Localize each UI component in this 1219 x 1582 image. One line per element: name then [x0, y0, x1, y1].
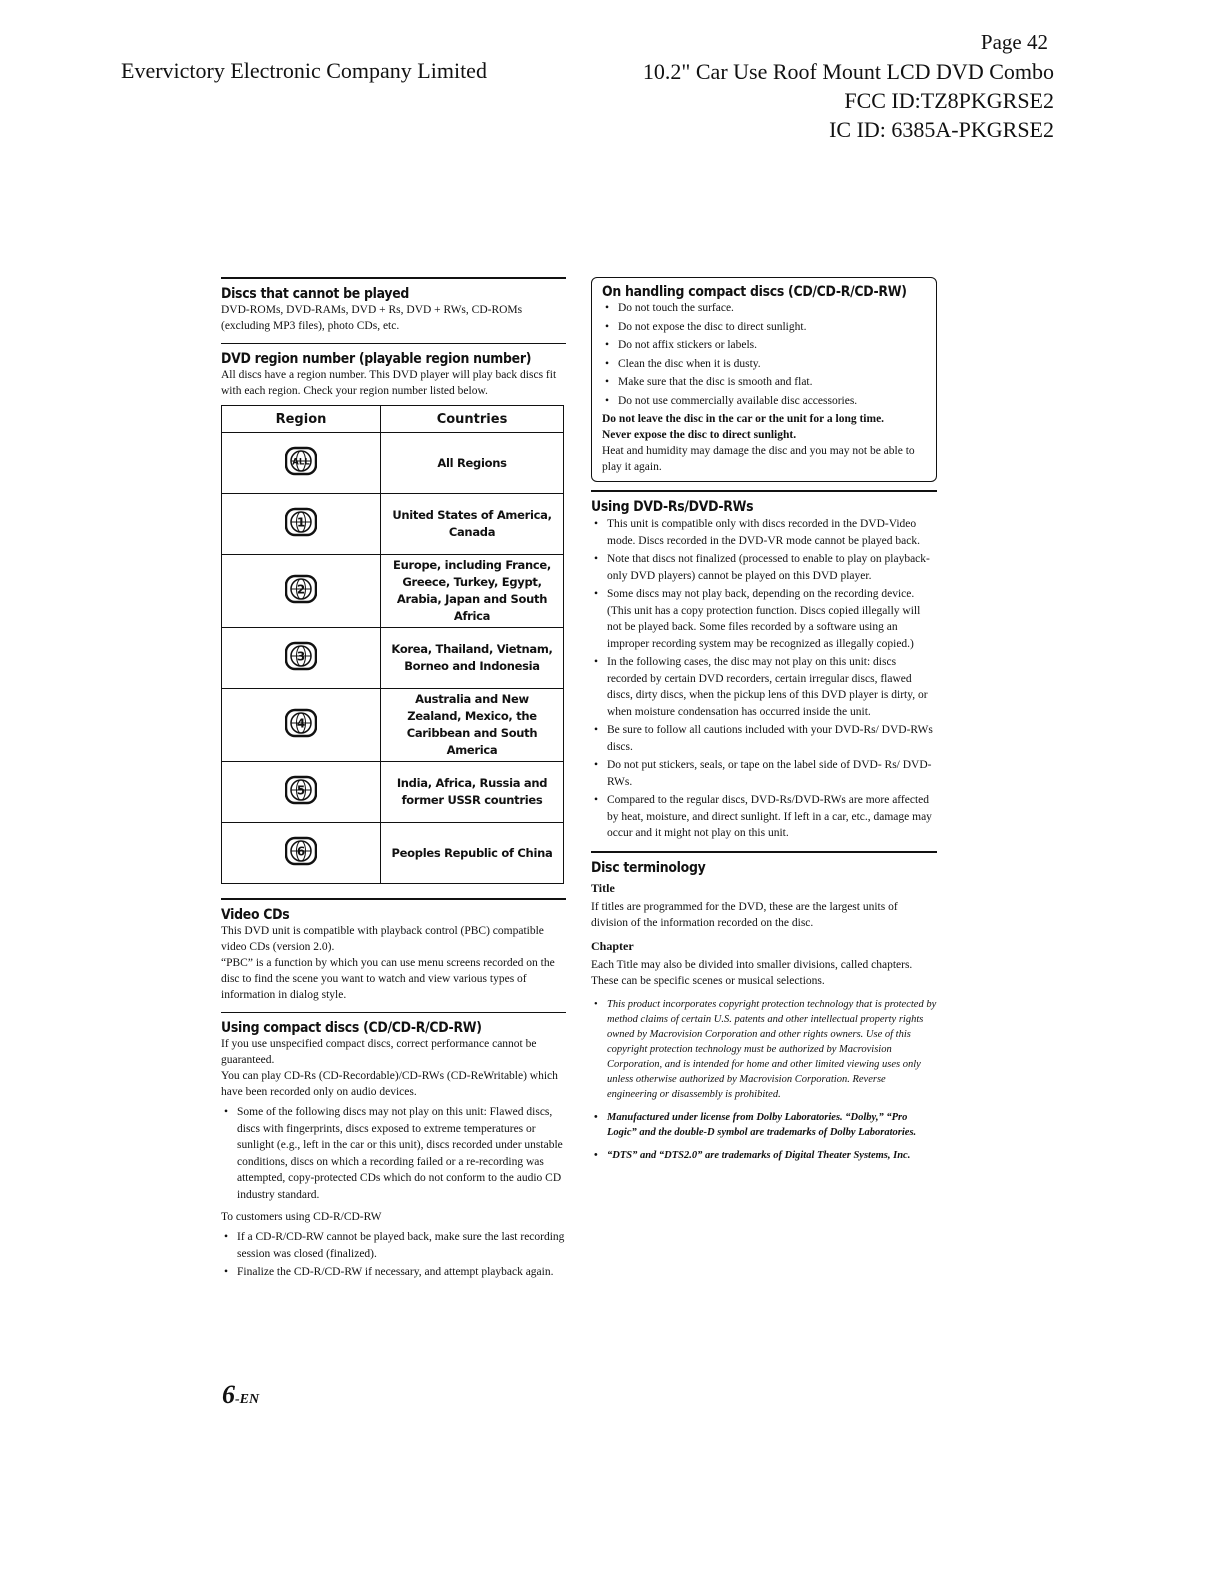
- section-terminology: [591, 851, 937, 1163]
- list-item: • Make sure that the disc is smooth and flat.: [618, 374, 928, 391]
- term-heading: Chapter: [591, 938, 634, 953]
- list-item: • Note that discs not finalized (processed to enable to play on playback-only DVD players) cannot be played on this DVD player.: [607, 551, 937, 584]
- right-column: [591, 277, 937, 1172]
- region-icon-label: 6: [296, 844, 306, 858]
- legal-note: • Manufactured under license from Dolby Laboratories. “Dolby,” “Pro Logic” and the double-D symbol are trademarks of Dolby Laboratories.: [607, 1110, 937, 1140]
- section-using-cds: [221, 1012, 566, 1281]
- region-table: [221, 405, 564, 884]
- left-column: [221, 277, 566, 1290]
- list-item: • Clean the disc when it is dusty.: [618, 356, 928, 373]
- paragraph: If you use unspecified compact discs, correct performance cannot be guaranteed.: [221, 1038, 537, 1066]
- list-item: • This unit is compatible only with discs recorded in the DVD-Video mode. Discs recorded in the DVD-VR mode cannot be played back.: [607, 516, 937, 549]
- table-row: [222, 762, 564, 823]
- bullet-list: [591, 516, 937, 842]
- region-5-icon: [285, 774, 317, 806]
- region-icon-label: 5: [296, 783, 306, 797]
- table-row: [222, 628, 564, 689]
- term-body: Each Title may also be divided into smaller divisions, called chapters. These can be specific scenes or musical selections.: [591, 958, 913, 987]
- table-row: [222, 823, 564, 884]
- list-item: • In the following cases, the disc may not play on this unit: discs recorded by certain DVD recorders, certain irregular discs, flawed discs, dirty discs, when the pickup lens of this DVD player is dirty, or when moisture condensation has occurred inside the unit.: [607, 654, 937, 720]
- page-label: Page 42: [980, 30, 1048, 54]
- section-dvd-rw: [591, 490, 937, 842]
- list-item: • Do not use commercially available disc accessories.: [618, 393, 928, 410]
- region-4-icon: [285, 707, 317, 739]
- region-icon-label: 3: [296, 649, 306, 663]
- table-row: [222, 689, 564, 762]
- region-countries: India, Africa, Russia and former USSR countries: [381, 762, 564, 823]
- list-item: • Some discs may not play back, depending on the recording device. (This unit has a copy protection function. Discs copied illegally will not be played back. Some files recorded by a software using an improper recording system may be recognized as illegally copied.): [607, 586, 937, 652]
- table-row: [222, 494, 564, 555]
- section-body: All discs have a region number. This DVD player will play back discs fit with each region. Check your region number listed below.: [221, 369, 557, 397]
- section-title: Discs that cannot be played: [221, 284, 410, 302]
- section-title: Using compact discs (CD/CD-R/CD-RW): [221, 1018, 482, 1036]
- col-header-countries: Countries: [381, 406, 564, 433]
- section-title: Using DVD-Rs/DVD-RWs: [591, 497, 754, 515]
- region-countries: Peoples Republic of China: [381, 823, 564, 884]
- paragraph: You can play CD-Rs (CD-Recordable)/CD-RWs (CD-ReWritable) which have been recorded only on audio devices.: [221, 1070, 558, 1098]
- warning-text: Never expose the disc to direct sunlight.: [602, 429, 797, 441]
- page-number-suffix: -EN: [235, 1392, 260, 1407]
- bullet-list: [221, 1229, 566, 1281]
- section-title: On handling compact discs (CD/CD-R/CD-RW): [602, 282, 907, 300]
- section-cannot-play: [221, 277, 566, 334]
- bullet-list: [602, 300, 928, 409]
- list-item: • Do not touch the surface.: [618, 300, 928, 317]
- product-title: 10.2" Car Use Roof Mount LCD DVD Combo: [642, 59, 1054, 84]
- list-item: • Do not affix stickers or labels.: [618, 337, 928, 354]
- handling-note: Heat and humidity may damage the disc and you may not be able to play it again.: [602, 445, 915, 473]
- list-item: • Finalize the CD-R/CD-RW if necessary, and attempt playback again.: [237, 1264, 566, 1281]
- list-item: • Compared to the regular discs, DVD-Rs/DVD-RWs are more affected by heat, moisture, and direct sunlight. If left in a car, etc., damage may occur and it might not play on this unit.: [607, 792, 937, 842]
- customers-note: To customers using CD-R/CD-RW: [221, 1211, 382, 1223]
- paragraph: This DVD unit is compatible with playback control (PBC) compatible video CDs (version 2.0).: [221, 925, 544, 953]
- col-header-region: Region: [222, 406, 381, 433]
- region-6-icon: [285, 835, 317, 867]
- list-item: • If a CD-R/CD-RW cannot be played back, make sure the last recording session was closed (finalized).: [237, 1229, 566, 1262]
- region-icon-label: 4: [296, 716, 306, 730]
- list-item: • Be sure to follow all cautions included with your DVD-Rs/ DVD-RWs discs.: [607, 722, 937, 755]
- legal-note: • This product incorporates copyright protection technology that is protected by method claims of certain U.S. patents and other intellectual property rights owned by Macrovision Corporation and other rights owners. Use of this copyright protection technology must be authorized by Macrovision Corporation, and is intended for home and other limited viewing uses only unless otherwise authorized by Macrovision Corporation. Reverse engineering or disassembly is prohibited.: [607, 997, 937, 1102]
- region-1-icon: [285, 506, 317, 538]
- list-item: • Some of the following discs may not play on this unit: Flawed discs, discs with fingerprints, discs exposed to extreme temperatures or sunlight (e.g., left in the car or this unit), discs recorded under unstable conditions, discs on which a recording failed or a re-recording was attempted, copy-protected CDs which do not conform to the audio CD industry standard.: [237, 1104, 566, 1203]
- region-countries: United States of America, Canada: [381, 494, 564, 555]
- legal-notes: [591, 997, 937, 1163]
- section-video-cds: [221, 898, 566, 1003]
- document-header: [643, 28, 1054, 144]
- page-number-digit: 6: [222, 1380, 235, 1409]
- term-heading: Title: [591, 880, 615, 895]
- table-row: [222, 555, 564, 628]
- region-all-icon: [285, 445, 317, 477]
- bullet-list: [221, 1104, 566, 1203]
- list-item: • Do not expose the disc to direct sunlight.: [618, 319, 928, 336]
- region-2-icon: [285, 573, 317, 605]
- paragraph: “PBC” is a function by which you can use menu screens recorded on the disc to find the scene you want to watch and view various types of information in dialog style.: [221, 957, 555, 1001]
- section-body: DVD-ROMs, DVD-RAMs, DVD + Rs, DVD + RWs, CD-ROMs (excluding MP3 files), photo CDs, etc.: [221, 304, 523, 332]
- region-3-icon: [285, 640, 317, 672]
- region-countries: Europe, including France, Greece, Turkey, Egypt, Arabia, Japan and South Africa: [381, 555, 564, 628]
- section-title: DVD region number (playable region number): [221, 349, 532, 367]
- region-countries: Korea, Thailand, Vietnam, Borneo and Indonesia: [381, 628, 564, 689]
- handling-box: [591, 277, 937, 482]
- section-region: [221, 343, 566, 884]
- legal-note: • “DTS” and “DTS2.0” are trademarks of Digital Theater Systems, Inc.: [607, 1148, 937, 1163]
- section-body: [221, 1036, 566, 1100]
- section-body: [221, 923, 566, 1003]
- term-body: If titles are programmed for the DVD, these are the largest units of division of the information recorded on the disc.: [591, 900, 898, 929]
- page-number: [222, 1380, 259, 1410]
- table-row: [222, 433, 564, 494]
- company-name: Evervictory Electronic Company Limited: [121, 58, 487, 83]
- region-icon-label: 1: [296, 515, 306, 529]
- section-title: Video CDs: [221, 905, 290, 923]
- region-icon-label: ALL: [292, 457, 310, 467]
- region-countries: Australia and New Zealand, Mexico, the Caribbean and South America: [381, 689, 564, 762]
- ic-id: IC ID: 6385A-PKGRSE2: [829, 117, 1054, 142]
- section-title: Disc terminology: [591, 857, 706, 875]
- warning-text: Do not leave the disc in the car or the unit for a long time.: [602, 413, 885, 425]
- region-icon-label: 2: [296, 582, 306, 596]
- list-item: • Do not put stickers, seals, or tape on the label side of DVD- Rs/ DVD-RWs.: [607, 757, 937, 790]
- fcc-id: FCC ID:TZ8PKGRSE2: [844, 88, 1054, 113]
- region-countries: All Regions: [381, 433, 564, 494]
